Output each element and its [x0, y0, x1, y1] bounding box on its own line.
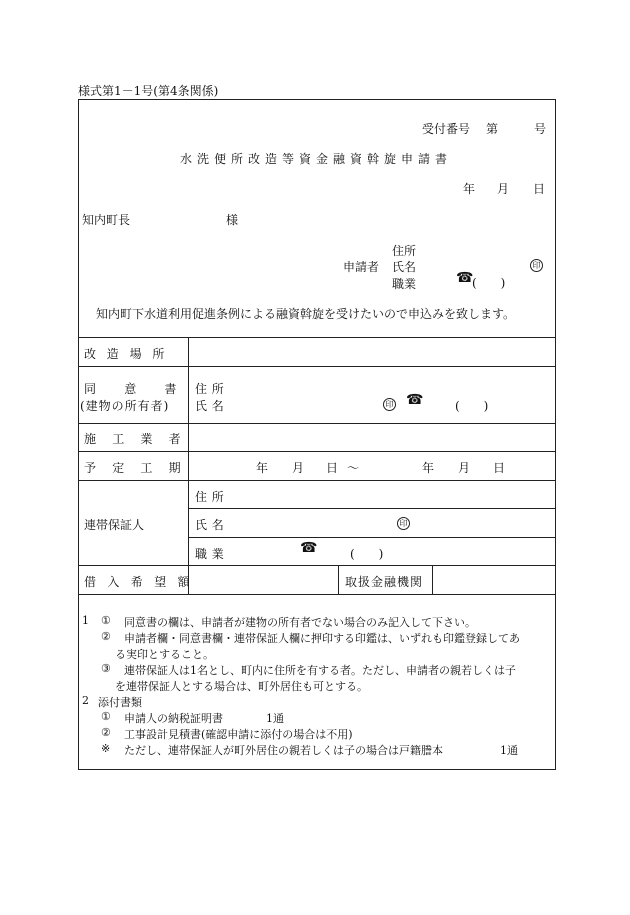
schedule-start-month: 月	[292, 461, 305, 475]
row-label-renovation-site: 改造場所	[84, 347, 176, 361]
applicant-phone-paren: ( )	[472, 276, 506, 290]
phone-icon: ☎	[406, 392, 424, 408]
phone-icon: ☎	[300, 540, 318, 556]
note-circle: ①	[101, 710, 111, 723]
schedule-end-year: 年	[422, 461, 435, 475]
row-label-schedule: 予定工期	[84, 461, 197, 475]
note-text: 申請人の納税証明書	[124, 712, 223, 725]
note-text: 工事設計見積書(確認申請に添付の場合は不用)	[124, 728, 353, 741]
note-text: ただし、連帯保証人が町外居住の親若しくは子の場合は戸籍謄本	[124, 744, 443, 757]
row-divider	[188, 508, 556, 509]
note-circle: ③	[101, 662, 111, 675]
applicant-seal-icon: 印	[530, 259, 543, 272]
applicant-address-label: 住所	[392, 244, 417, 258]
note-count: 1通	[500, 744, 518, 757]
row-label-consent-sub: (建物の所有者)	[80, 399, 170, 413]
applicant-role-label: 申請者	[343, 260, 380, 274]
guarantor-name-label: 氏名	[195, 518, 229, 532]
column-divider	[432, 565, 433, 594]
note-text: る実印とすること。	[115, 648, 214, 661]
note-number: 2	[82, 694, 89, 707]
note-number: 1	[82, 614, 89, 627]
date-month: 月	[497, 182, 510, 196]
note-mark: ※	[101, 742, 111, 755]
row-label-contractor: 施工業者	[84, 432, 197, 446]
guarantor-address-label: 住所	[195, 490, 229, 504]
guarantor-seal-icon: 印	[397, 517, 410, 530]
row-divider	[78, 366, 556, 367]
date-day: 日	[533, 182, 546, 196]
guarantor-job-label: 職業	[195, 547, 229, 561]
note-circle: ②	[101, 630, 111, 643]
addressee-name: 知内町長	[82, 213, 131, 227]
note-count: 1通	[266, 712, 284, 725]
note-text: 申請者欄・同意書欄・連帯保証人欄に押印する印鑑は、いずれも印鑑登録してあ	[124, 632, 520, 645]
page-title: 水洗便所改造等資金融資斡旋申請書	[180, 152, 453, 166]
row-divider	[188, 537, 556, 538]
date-year: 年	[463, 182, 476, 196]
form-code: 様式第1－1号(第4条関係)	[78, 84, 219, 98]
schedule-tilde: ～	[347, 461, 360, 475]
receipt-go: 号	[534, 122, 547, 136]
note-circle: ②	[101, 726, 111, 739]
row-divider	[78, 423, 556, 424]
row-divider	[78, 565, 556, 566]
note-heading: 添付書類	[98, 696, 142, 709]
row-divider	[78, 337, 556, 338]
note-text: 連帯保証人は1名とし、町内に住所を有する者。ただし、申請者の親若しくは子	[124, 664, 516, 677]
receipt-label: 受付番号	[422, 122, 471, 136]
guarantor-phone-paren: ( )	[350, 547, 384, 561]
note-circle: ①	[101, 614, 111, 627]
applicant-job-label: 職業	[392, 277, 417, 291]
schedule-end-month: 月	[458, 461, 471, 475]
row-label-guarantor: 連帯保証人	[84, 518, 145, 532]
consent-seal-icon: 印	[383, 398, 396, 411]
note-text: 同意書の欄は、申請者が建物の所有者でない場合のみ記入して下さい。	[124, 616, 476, 629]
addressee-honorific: 様	[226, 213, 239, 227]
label-financial-institution: 取扱金融機関	[345, 575, 424, 589]
row-divider	[78, 451, 556, 452]
consent-name-label: 氏名	[195, 399, 229, 413]
schedule-end-day: 日	[493, 461, 506, 475]
schedule-start-day: 日	[326, 461, 339, 475]
phone-icon: ☎	[456, 270, 474, 286]
row-label-loan-amount: 借入希望額	[84, 575, 202, 589]
row-divider	[78, 594, 556, 595]
consent-phone-paren: ( )	[455, 399, 489, 413]
schedule-start-year: 年	[256, 461, 269, 475]
applicant-name-label: 氏名	[392, 260, 417, 274]
row-label-consent: 同意書	[84, 382, 205, 396]
note-text: を連帯保証人とする場合は、町外居住も可とする。	[115, 680, 368, 693]
row-divider	[78, 480, 556, 481]
application-statement: 知内町下水道利用促進条例による融資斡旋を受けたいので申込みを致します。	[96, 307, 516, 321]
receipt-dai: 第	[486, 122, 499, 136]
column-divider	[338, 565, 339, 594]
consent-address-label: 住所	[195, 382, 229, 396]
